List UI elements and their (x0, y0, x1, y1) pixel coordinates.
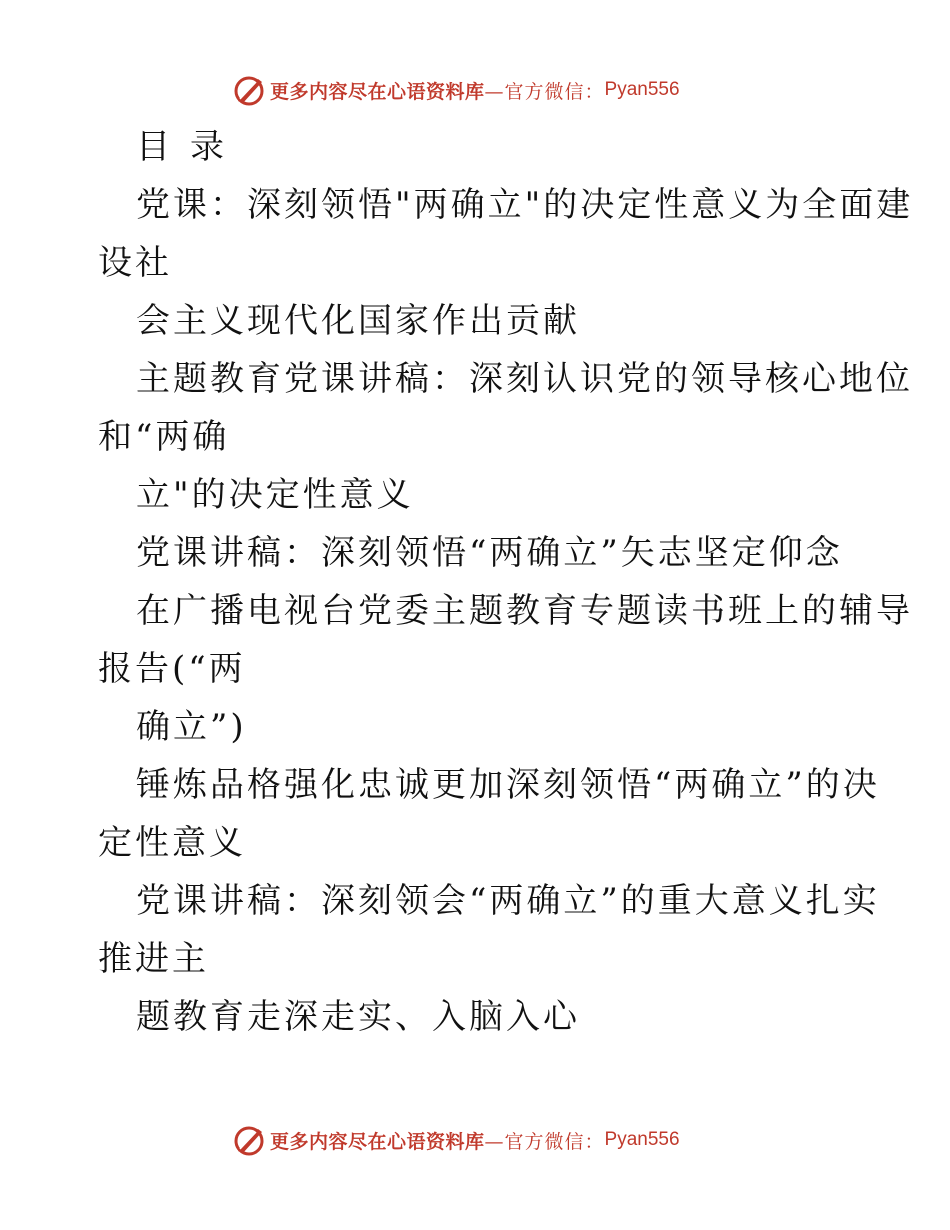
toc-line: 报告(“两 (98, 649, 246, 689)
toc-line: 会主义现代化国家作出贡献 (136, 301, 580, 341)
toc-line: 推进主 (98, 939, 209, 979)
footer-banner-id: Pyan556 (604, 1129, 680, 1150)
header-banner-id: Pyan556 (604, 79, 680, 100)
header-banner-sub: —官方微信： (484, 80, 605, 103)
toc-line: 党课：深刻领悟"两确立"的决定性意义为全面建 (136, 185, 914, 225)
quill-pen-logo-icon (232, 1123, 266, 1157)
toc-line: 党课讲稿：深刻领会“两确立”的重大意义扎实 (136, 881, 880, 921)
toc-line: 立"的决定性意义 (136, 475, 414, 515)
quill-pen-logo-icon (232, 73, 266, 107)
toc-title: 目录 (136, 127, 244, 167)
toc-line: 题教育走深走实、入脑入心 (136, 997, 580, 1037)
footer-banner-main: 更多内容尽在心语资料库 (270, 1130, 485, 1153)
toc-line: 设社 (98, 243, 172, 283)
toc-line: 锤炼品格强化忠诚更加深刻领悟“两确立”的决 (136, 765, 880, 805)
toc-line: 在广播电视台党委主题教育专题读书班上的辅导 (136, 591, 913, 631)
header-banner (232, 70, 732, 110)
toc-line: 党课讲稿：深刻领悟“两确立”矢志坚定仰念 (136, 533, 843, 573)
toc-line: 定性意义 (98, 823, 246, 863)
header-banner-main: 更多内容尽在心语资料库 (270, 80, 485, 103)
footer-banner (232, 1120, 732, 1160)
toc-line: 和“两确 (98, 417, 230, 457)
toc-line: 确立”) (136, 707, 247, 747)
toc-line: 主题教育党课讲稿：深刻认识党的领导核心地位 (136, 359, 913, 399)
table-of-contents (98, 118, 914, 1046)
footer-banner-sub: —官方微信： (484, 1130, 605, 1153)
